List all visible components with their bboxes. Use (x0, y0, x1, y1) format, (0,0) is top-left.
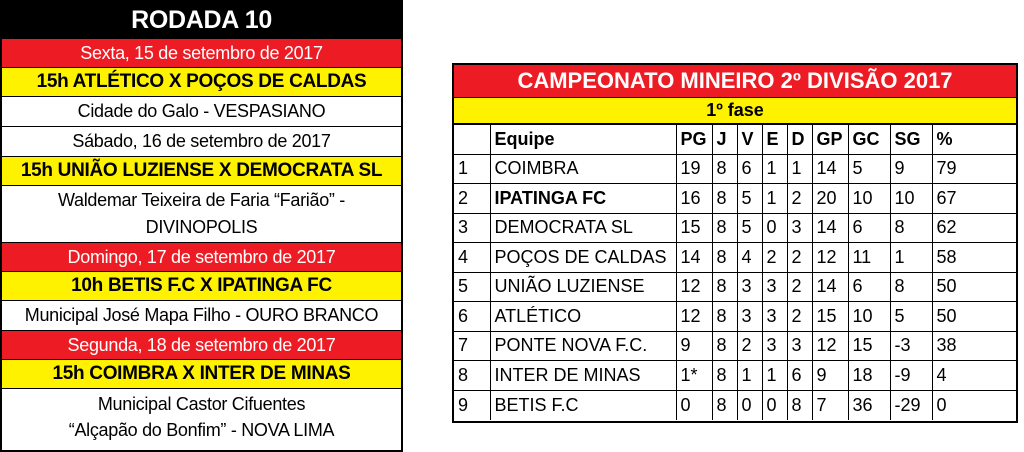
cell-pos: 6 (454, 302, 490, 332)
table-row (454, 302, 1016, 332)
cell-v: 1 (737, 361, 762, 391)
col-gp-header: GP (812, 125, 848, 155)
cell-gc: 18 (848, 361, 890, 391)
cell-pct: 50 (932, 272, 1016, 302)
match-fixture: 15h COIMBRA X INTER DE MINAS (2, 360, 401, 389)
col-e-header: E (762, 125, 787, 155)
cell-v: 0 (737, 390, 762, 420)
table-row (454, 331, 1016, 361)
cell-gc: 10 (848, 302, 890, 332)
cell-pct: 62 (932, 213, 1016, 243)
cell-gp: 14 (812, 213, 848, 243)
standings-table (454, 124, 1016, 420)
match-fixture: 10h BETIS F.C X IPATINGA FC (2, 272, 401, 301)
cell-pg: 19 (676, 154, 712, 184)
cell-j: 8 (712, 184, 737, 214)
cell-pos: 9 (454, 390, 490, 420)
cell-sg: 8 (890, 272, 932, 302)
cell-d: 1 (787, 154, 812, 184)
cell-pg: 15 (676, 213, 712, 243)
col-sg-header: SG (890, 125, 932, 155)
standings-panel (452, 63, 1018, 423)
cell-team: INTER DE MINAS (490, 361, 676, 391)
cell-v: 5 (737, 213, 762, 243)
cell-pg: 9 (676, 331, 712, 361)
cell-e: 1 (762, 154, 787, 184)
standings-phase: 1º fase (454, 98, 1016, 124)
schedule-rows (2, 39, 401, 444)
cell-pct: 58 (932, 243, 1016, 273)
cell-j: 8 (712, 361, 737, 391)
cell-gp: 12 (812, 243, 848, 273)
cell-e: 3 (762, 331, 787, 361)
venue-line: Waldemar Teixeira de Faria “Farião” - (58, 190, 345, 210)
cell-v: 3 (737, 302, 762, 332)
cell-gc: 36 (848, 390, 890, 420)
cell-e: 1 (762, 184, 787, 214)
cell-e: 0 (762, 213, 787, 243)
standings-body (454, 154, 1016, 420)
cell-d: 6 (787, 361, 812, 391)
cell-gp: 20 (812, 184, 848, 214)
cell-gp: 12 (812, 331, 848, 361)
cell-sg: -3 (890, 331, 932, 361)
cell-d: 2 (787, 272, 812, 302)
cell-e: 3 (762, 302, 787, 332)
schedule-panel (0, 0, 403, 452)
col-d-header: D (787, 125, 812, 155)
cell-pg: 16 (676, 184, 712, 214)
cell-gc: 5 (848, 154, 890, 184)
cell-d: 2 (787, 302, 812, 332)
cell-j: 8 (712, 302, 737, 332)
round-title: RODADA 10 (2, 2, 401, 39)
match-date: Domingo, 17 de setembro de 2017 (2, 243, 401, 272)
cell-sg: 10 (890, 184, 932, 214)
table-row (454, 184, 1016, 214)
cell-gc: 6 (848, 272, 890, 302)
venue-line: “Alçapão do Bonfim” - NOVA LIMA (68, 419, 335, 440)
cell-gp: 15 (812, 302, 848, 332)
cell-pos: 7 (454, 331, 490, 361)
cell-gc: 6 (848, 213, 890, 243)
cell-j: 8 (712, 272, 737, 302)
cell-sg: 1 (890, 243, 932, 273)
cell-pct: 67 (932, 184, 1016, 214)
col-team-header: Equipe (490, 125, 676, 155)
cell-e: 3 (762, 272, 787, 302)
cell-team: ATLÉTICO (490, 302, 676, 332)
cell-gc: 15 (848, 331, 890, 361)
cell-e: 2 (762, 243, 787, 273)
cell-pg: 1* (676, 361, 712, 391)
cell-v: 5 (737, 184, 762, 214)
match-fixture: 15h UNIÃO LUZIENSE X DEMOCRATA SL (2, 157, 401, 186)
cell-sg: -9 (890, 361, 932, 391)
table-row (454, 213, 1016, 243)
cell-gp: 14 (812, 272, 848, 302)
cell-j: 8 (712, 154, 737, 184)
cell-team: COIMBRA (490, 154, 676, 184)
cell-gc: 10 (848, 184, 890, 214)
cell-pct: 50 (932, 302, 1016, 332)
table-row (454, 243, 1016, 273)
cell-sg: -29 (890, 390, 932, 420)
cell-pos: 1 (454, 154, 490, 184)
cell-pct: 79 (932, 154, 1016, 184)
cell-pg: 12 (676, 272, 712, 302)
cell-gp: 9 (812, 361, 848, 391)
match-venue: Municipal José Mapa Filho - OURO BRANCO (2, 301, 401, 331)
standings-title: CAMPEONATO MINEIRO 2º DIVISÃO 2017 (454, 65, 1016, 98)
cell-d: 2 (787, 184, 812, 214)
match-venue (2, 389, 401, 444)
col-j-header: J (712, 125, 737, 155)
cell-pos: 5 (454, 272, 490, 302)
cell-pct: 38 (932, 331, 1016, 361)
match-date: Segunda, 18 de setembro de 2017 (2, 331, 401, 360)
cell-d: 3 (787, 213, 812, 243)
cell-j: 8 (712, 243, 737, 273)
cell-pos: 3 (454, 213, 490, 243)
cell-sg: 5 (890, 302, 932, 332)
match-venue: Cidade do Galo - VESPASIANO (2, 97, 401, 127)
standings-header-row (454, 125, 1016, 155)
cell-d: 3 (787, 331, 812, 361)
cell-d: 8 (787, 390, 812, 420)
col-pg-header: PG (676, 125, 712, 155)
cell-pos: 2 (454, 184, 490, 214)
cell-team: UNIÃO LUZIENSE (490, 272, 676, 302)
venue-line: DIVINOPOLIS (145, 217, 258, 237)
cell-sg: 8 (890, 213, 932, 243)
match-venue (2, 186, 401, 243)
cell-pg: 12 (676, 302, 712, 332)
col-v-header: V (737, 125, 762, 155)
match-date: Sábado, 16 de setembro de 2017 (2, 127, 401, 157)
venue-line: Municipal Castor Cifuentes (97, 393, 306, 414)
col-gc-header: GC (848, 125, 890, 155)
cell-pos: 4 (454, 243, 490, 273)
cell-e: 0 (762, 390, 787, 420)
match-date: Sexta, 15 de setembro de 2017 (2, 39, 401, 68)
cell-team: BETIS F.C (490, 390, 676, 420)
cell-j: 8 (712, 331, 737, 361)
col-pct-header: % (932, 125, 1016, 155)
cell-gp: 7 (812, 390, 848, 420)
cell-d: 2 (787, 243, 812, 273)
cell-j: 8 (712, 390, 737, 420)
cell-v: 6 (737, 154, 762, 184)
match-fixture: 15h ATLÉTICO X POÇOS DE CALDAS (2, 68, 401, 97)
col-pos-header (454, 125, 490, 155)
cell-pos: 8 (454, 361, 490, 391)
cell-j: 8 (712, 213, 737, 243)
cell-pg: 0 (676, 390, 712, 420)
cell-team: POÇOS DE CALDAS (490, 243, 676, 273)
table-row (454, 361, 1016, 391)
cell-sg: 9 (890, 154, 932, 184)
cell-team: DEMOCRATA SL (490, 213, 676, 243)
cell-v: 3 (737, 272, 762, 302)
cell-v: 2 (737, 331, 762, 361)
table-row (454, 390, 1016, 420)
cell-pct: 4 (932, 361, 1016, 391)
cell-gp: 14 (812, 154, 848, 184)
cell-pct: 0 (932, 390, 1016, 420)
table-row (454, 272, 1016, 302)
cell-v: 4 (737, 243, 762, 273)
cell-team: PONTE NOVA F.C. (490, 331, 676, 361)
cell-team: IPATINGA FC (490, 184, 676, 214)
cell-gc: 11 (848, 243, 890, 273)
table-row (454, 154, 1016, 184)
cell-e: 1 (762, 361, 787, 391)
cell-pg: 14 (676, 243, 712, 273)
